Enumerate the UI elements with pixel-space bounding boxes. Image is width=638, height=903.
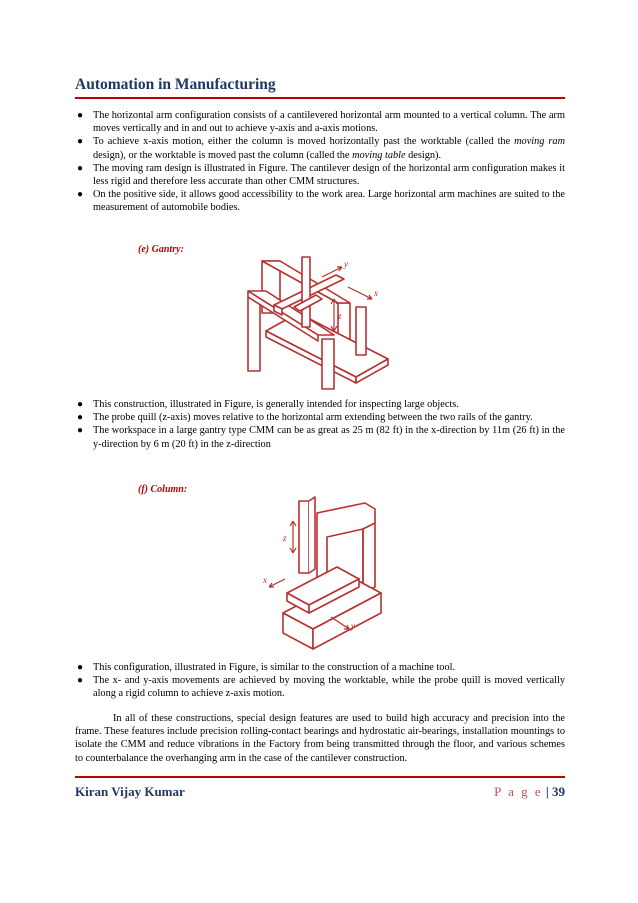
bullet-dot: ●: [77, 675, 84, 687]
bullet-text: To achieve x-axis motion, either the column is moved horizontally past the worktable (called the: [93, 136, 515, 148]
bullet-list-horizontal-arm: [75, 109, 565, 215]
bullet-item: [75, 188, 565, 214]
bullet-list-gantry: [75, 398, 565, 451]
figure-caption-column: (f) Column:: [138, 484, 188, 495]
bullet-dot: ●: [77, 425, 84, 437]
bullet-text: The horizontal arm configuration consists of a cantilevered horizontal arm mounted to a vertical column. The arm moves vertically and in and out to achieve y-axis and a-axis motions.: [93, 110, 565, 135]
bullet-item: [75, 398, 565, 411]
figure-e-label-x: x: [374, 288, 378, 298]
bullet-dot: ●: [77, 136, 84, 148]
footer-page-number: 39: [552, 784, 565, 799]
bullet-text: This construction, illustrated in Figure, is generally intended for inspecting large objects.: [93, 399, 459, 410]
column-cmm-figure: [255, 495, 385, 652]
bullet-text: This configuration, illustrated in Figure, is similar to the construction of a machine tool.: [93, 662, 456, 673]
figure-f-label-x: x: [263, 575, 267, 585]
footer-page-number-block: [494, 784, 565, 800]
footer-author: Kiran Vijay Kumar: [75, 784, 185, 799]
bullet-item: [75, 135, 565, 161]
figure-e-label-z: z: [338, 311, 342, 321]
bullet-text: The probe quill (z-axis) moves relative to the horizontal arm extending between the two rails of the gantry.: [93, 412, 533, 424]
bullet-item: [75, 411, 565, 424]
bullet-dot: ●: [77, 662, 84, 673]
bullet-item: [75, 162, 565, 188]
bullet-text-italic: moving ram: [514, 136, 565, 148]
figure-f-label-z: z: [283, 533, 287, 543]
bullet-item: [75, 109, 565, 135]
bullet-dot: ●: [77, 189, 84, 201]
figure-caption-gantry: (e) Gantry:: [138, 244, 184, 255]
header-rule: [75, 97, 565, 99]
bullet-list-column: [75, 661, 565, 701]
bullet-text: design).: [405, 149, 442, 161]
figure-e-label-y: y: [344, 259, 348, 269]
bullet-text: The moving ram design is illustrated in Figure. The cantilever design of the horizontal arm configuration makes it less rigid and therefore less accurate than other CMM structures.: [93, 162, 565, 188]
bullet-item: [75, 424, 565, 450]
bullet-text: The workspace in a large gantry type CMM can be as great as 25 m (82 ft) in the x-direction by 11m (26 ft) in the y-direction by 6 m (20 ft) in the z-direction: [93, 425, 565, 450]
page-header-title: Automation in Manufacturing: [75, 76, 276, 93]
bullet-dot: ●: [77, 110, 84, 121]
footer-separator: |: [545, 784, 549, 799]
bullet-text: design), or the worktable is moved past the column (called the: [93, 149, 353, 161]
gantry-cmm-figure: [238, 251, 400, 395]
bullet-text-italic: moving table: [352, 149, 406, 161]
bullet-dot: ●: [77, 399, 84, 410]
footer-page-word: P a g e: [494, 784, 543, 799]
bullet-text: The x- and y-axis movements are achieved by moving the worktable, while the probe quill is moved vertically along a rigid column to achieve z-axis motion.: [93, 675, 565, 700]
bullet-item: [75, 661, 565, 674]
bullet-dot: ●: [77, 162, 84, 174]
figure-f-label-y: y: [351, 621, 355, 631]
body-paragraph: In all of these constructions, special design features are used to build high accuracy and precision into the frame. These features include precision rolling-contact bearings and hydrostatic air-bearings, installation mountings to isolate the CMM and reduce vibrations in the Factory from being transmitted through the floor, and various schemes to counterbalance the overhanging arm in the case of the cantilever construction.: [75, 713, 565, 764]
bullet-dot: ●: [77, 412, 84, 424]
bullet-text: On the positive side, it allows good accessibility to the work area. Large horizontal arm machines are suited to the measurement of automobile bodies.: [93, 189, 565, 214]
footer-rule: [75, 776, 565, 778]
bullet-item: [75, 674, 565, 700]
